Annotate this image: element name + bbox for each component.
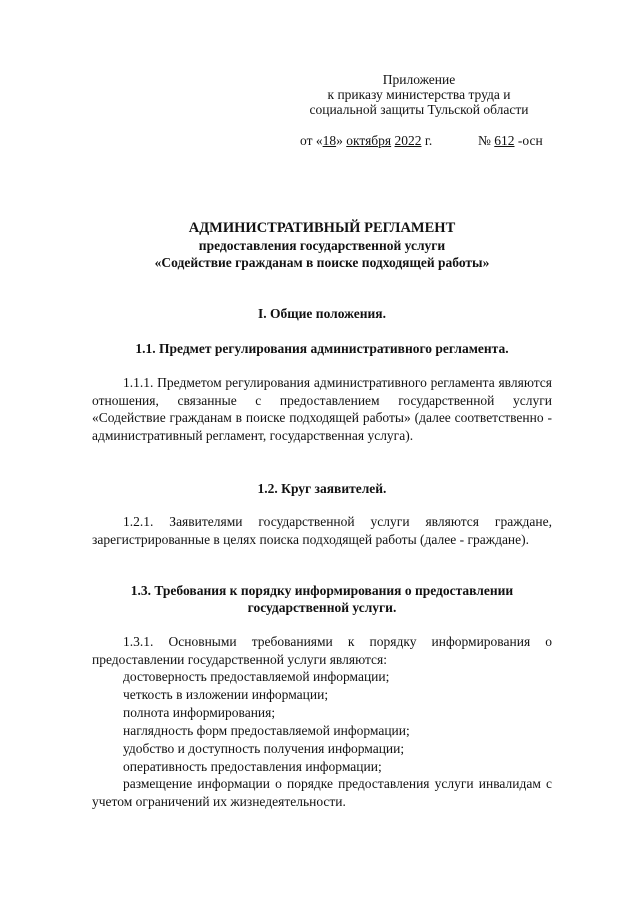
paragraph-1-1-1: 1.1.1. Предметом регулирования административного регламента являются отношения, связанные с предоставлением государственной услуги «Содействие гражданам в поиске подходящей работы» (далее соответственно - административный регламент, государственная услуга). <box>92 375 552 443</box>
list-item-last: размещение информации о порядке предоставления услуги инвалидам с учетом ограничений их жизнедеятельности. <box>92 776 552 809</box>
list-item: полнота информирования; <box>123 705 276 720</box>
title-service-name: «Содействие гражданам в поиске подходящей работы» <box>154 255 490 270</box>
title-main: АДМИНИСТРАТИВНЫЙ РЕГЛАМЕНТ <box>188 220 456 236</box>
order-number: 612 <box>494 133 515 148</box>
order-number-block <box>478 132 543 150</box>
order-date-number <box>300 132 552 150</box>
section-heading-1-3-line1: 1.3. Требования к порядку информирования о предоставлении <box>130 583 514 598</box>
order-day-close: » <box>336 133 343 148</box>
appendix-order-ref: к приказу министерства труда и <box>327 87 511 102</box>
order-number-suffix: -осн <box>514 133 543 148</box>
list-item: удобство и доступность получения информации; <box>123 741 405 756</box>
list-item: оперативность предоставления информации; <box>123 759 382 774</box>
order-year: 2022 <box>394 133 422 148</box>
section-heading-1-3 <box>92 582 552 616</box>
list-item: наглядность форм предоставляемой информации; <box>123 723 410 738</box>
order-month: октября <box>346 133 392 148</box>
paragraph-1-3-1: 1.3.1. Основными требованиями к порядку информирования о предоставлении государственной услуги являются: <box>92 634 552 667</box>
appendix-header <box>288 72 550 117</box>
section-heading-1-3-line2: государственной услуги. <box>247 600 397 615</box>
title-subtitle: предоставления государственной услуги <box>198 238 446 253</box>
list-item: четкость в изложении информации; <box>123 687 329 702</box>
document-title <box>92 220 552 271</box>
order-year-suffix: г. <box>421 133 433 148</box>
appendix-label: Приложение <box>382 72 456 87</box>
list-item: достоверность предоставляемой информации; <box>123 669 390 684</box>
paragraph-1-2-1: 1.2.1. Заявителями государственной услуги являются граждане, зарегистрированные в целях поиска подходящей работы (далее - граждане). <box>92 514 552 547</box>
order-number-prefix: № <box>478 133 495 148</box>
section-heading-1-2: 1.2. Круг заявителей. <box>257 481 387 496</box>
section-heading-1: I. Общие положения. <box>258 306 386 321</box>
appendix-ministry: социальной защиты Тульской области <box>309 102 529 117</box>
order-from-prefix: от « <box>300 133 323 148</box>
section-heading-1-1: 1.1. Предмет регулирования административного регламента. <box>135 341 509 356</box>
order-day: 18 <box>322 133 337 148</box>
